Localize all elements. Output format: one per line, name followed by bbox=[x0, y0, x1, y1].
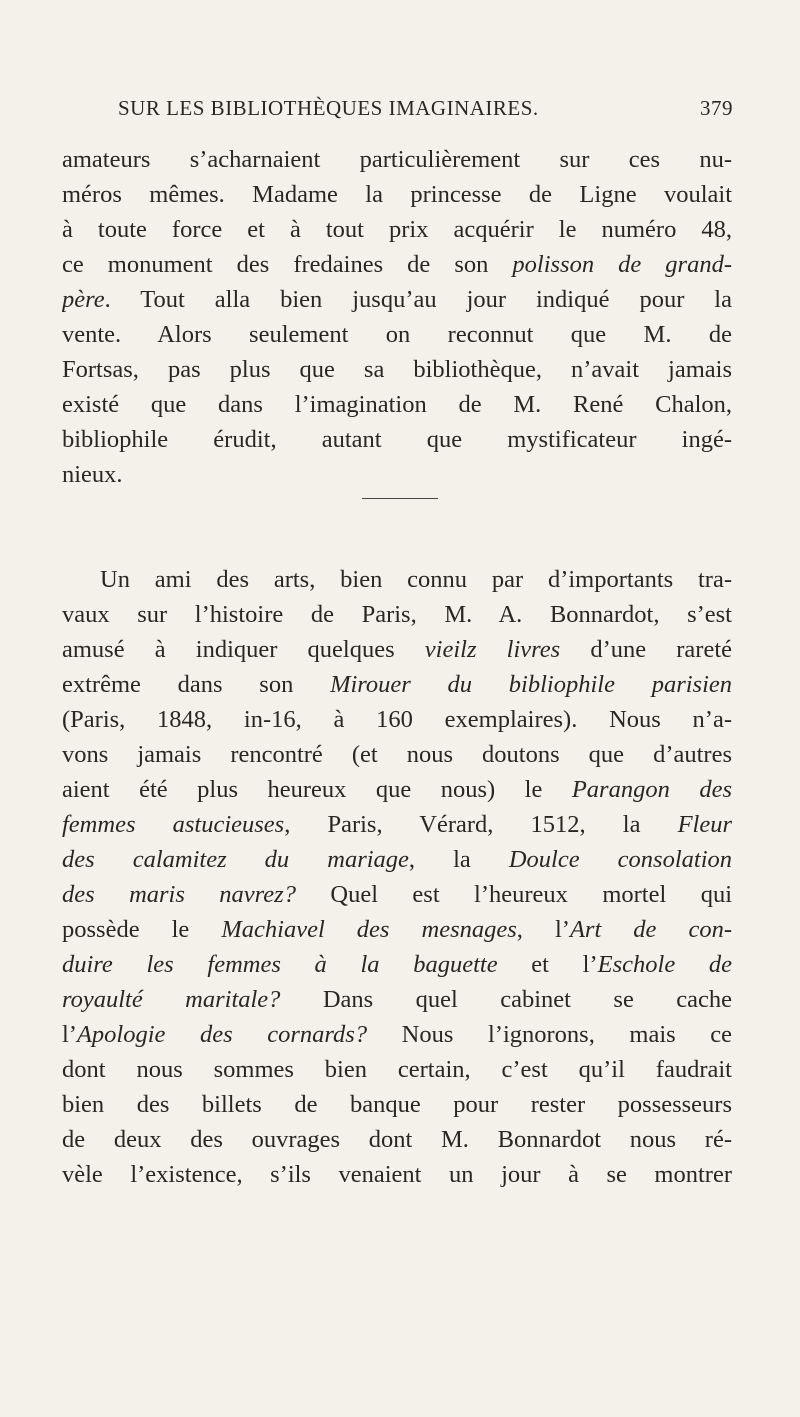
text-line: (Paris, 1848, in-16, à 160 exemplaires). Nous n’a- bbox=[62, 706, 732, 733]
text-line: vente. Alors seulement on reconnut que M. de bbox=[62, 321, 732, 348]
title-polisson-end: père bbox=[62, 286, 105, 313]
text-line: bien des billets de banque pour rester possesseurs bbox=[62, 1091, 732, 1118]
page-number: 379 bbox=[700, 96, 733, 120]
text-line: amusé à indiquer quelques vieilz livres d’une rareté bbox=[62, 636, 732, 663]
running-head bbox=[118, 96, 733, 130]
text-line: existé que dans l’imagination de M. René Chalon, bbox=[62, 391, 732, 418]
text-line: méros mêmes. Madame la princesse de Ligne voulait bbox=[62, 181, 732, 208]
text-line: vaux sur l’histoire de Paris, M. A. Bonnardot, s’est bbox=[62, 601, 732, 628]
text-line: aient été plus heureux que nous) le Parangon des bbox=[62, 776, 732, 803]
paragraph-2 bbox=[62, 562, 732, 1192]
text-line: Fortsas, pas plus que sa bibliothèque, n’avait jamais bbox=[62, 356, 732, 383]
text-line: femmes astucieuses, Paris, Vérard, 1512, la Fleur bbox=[62, 811, 732, 838]
text-line: Un ami des arts, bien connu par d’importants tra- bbox=[100, 566, 732, 593]
text-line: des maris navrez? Quel est l’heureux mortel qui bbox=[62, 881, 732, 908]
text-line: vons jamais rencontré (et nous doutons que d’autres bbox=[62, 741, 732, 768]
text-line: ce monument des fredaines de son polisson de grand- bbox=[62, 251, 732, 278]
text-line: possède le Machiavel des mesnages, l’Art de con- bbox=[62, 916, 732, 943]
text-line: des calamitez du mariage, la Doulce consolation bbox=[62, 846, 732, 873]
title-polisson: polisson de grand- bbox=[512, 251, 732, 278]
text-line: dont nous sommes bien certain, c’est qu’il faudrait bbox=[62, 1056, 732, 1083]
running-title: SUR LES BIBLIOTHÈQUES IMAGINAIRES. bbox=[118, 96, 539, 120]
text-line: bibliophile érudit, autant que mystificateur ingé- bbox=[62, 426, 732, 453]
paragraph-1 bbox=[62, 142, 732, 492]
text-line: duire les femmes à la baguette et l’Eschole de bbox=[62, 951, 732, 978]
text-line: père. Tout alla bien jusqu’au jour indiqué pour la bbox=[62, 286, 732, 313]
text-line: l’Apologie des cornards? Nous l’ignorons, mais ce bbox=[62, 1021, 732, 1048]
text-line: amateurs s’acharnaient particulièrement sur ces nu- bbox=[62, 146, 732, 173]
text-line: nieux. bbox=[62, 461, 123, 488]
section-divider bbox=[362, 498, 438, 499]
text-line: extrême dans son Mirouer du bibliophile parisien bbox=[62, 671, 732, 698]
text-line: à toute force et à tout prix acquérir le numéro 48, bbox=[62, 216, 732, 243]
text-line: vèle l’existence, s’ils venaient un jour à se montrer bbox=[62, 1161, 732, 1188]
text-line: de deux des ouvrages dont M. Bonnardot nous ré- bbox=[62, 1126, 732, 1153]
text-line: royaulté maritale? Dans quel cabinet se cache bbox=[62, 986, 732, 1013]
